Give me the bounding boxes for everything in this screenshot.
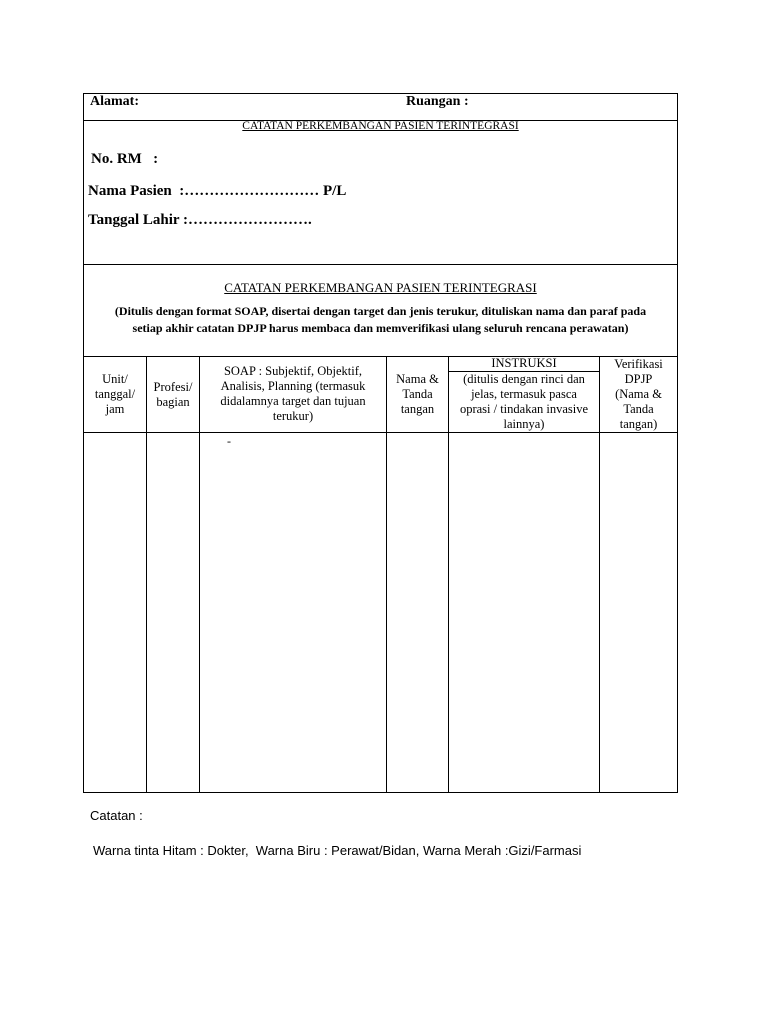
col-verifikasi-line: tangan) [619, 417, 658, 431]
col-soap-line: terukur) [272, 409, 314, 423]
col-verifikasi-line: Verifikasi [614, 357, 663, 371]
col-instruksi-detail [449, 372, 599, 432]
col-soap-line: SOAP : Subjektif, Objektif, [223, 364, 363, 378]
section-note-line2: setiap akhir catatan DPJP harus membaca dan memverifikasi ulang seluruh rencana perawatan) [132, 321, 629, 335]
catatan-label: Catatan : [90, 808, 143, 823]
col-soap-line: didalamnya target dan tujuan [220, 394, 366, 408]
col-instruksi-title: INSTRUKSI [491, 356, 557, 370]
top-title: CATATAN PERKEMBANGAN PASIEN TERINTEGRASI [242, 120, 519, 132]
col-instruksi-line: (ditulis dengan rinci dan [463, 372, 585, 386]
col-instruksi-line: lainnya) [503, 417, 545, 431]
col-unit-line: tanggal/ [94, 387, 136, 401]
col-instruksi-header [449, 356, 599, 371]
section-note-line1: (Ditulis dengan format SOAP, disertai dengan target dan jenis terukur, dituliskan nama dan paraf pada [114, 304, 647, 318]
col-unit-line: Unit/ [102, 372, 128, 386]
nama-pasien-label: Nama Pasien :……………………… P/L [88, 183, 347, 199]
patient-divider [83, 264, 678, 265]
table-header-divider [83, 432, 678, 433]
col-verifikasi-line: Tanda [623, 402, 654, 416]
col-unit-line: jam [105, 402, 125, 416]
alamat-label: Alamat: [90, 94, 139, 109]
col-nama-header [387, 357, 448, 432]
col-instruksi-line: oprasi / tindakan invasive [459, 402, 589, 416]
col-soap-header [200, 357, 386, 432]
col-instruksi-line: jelas, termasuk pasca [471, 387, 577, 401]
ruangan-label: Ruangan : [406, 94, 469, 109]
col-nama-line: Tanda [402, 387, 433, 401]
col-verifikasi-header [600, 357, 677, 432]
col-verifikasi-line: (Nama & [615, 387, 662, 401]
ink-color-note: Warna tinta Hitam : Dokter, Warna Biru : Perawat/Bidan, Warna Merah :Gizi/Farmasi [93, 843, 582, 858]
soap-entry-dash: - [227, 434, 231, 448]
col-profesi-header [147, 357, 199, 432]
col-verifikasi-line: DPJP [624, 372, 653, 386]
tanggal-lahir-label: Tanggal Lahir :……………………. [88, 212, 312, 228]
col-unit-header [84, 357, 146, 432]
section-title: CATATAN PERKEMBANGAN PASIEN TERINTEGRASI [224, 280, 537, 295]
col-profesi-line: bagian [156, 394, 190, 409]
col-soap-line: Analisis, Planning (termasuk [220, 379, 366, 393]
col-nama-line: Nama & [396, 372, 439, 386]
col-profesi-line: Profesi/ [153, 379, 193, 394]
col-nama-line: tangan [400, 402, 435, 416]
no-rm-label: No. RM : [91, 151, 159, 167]
